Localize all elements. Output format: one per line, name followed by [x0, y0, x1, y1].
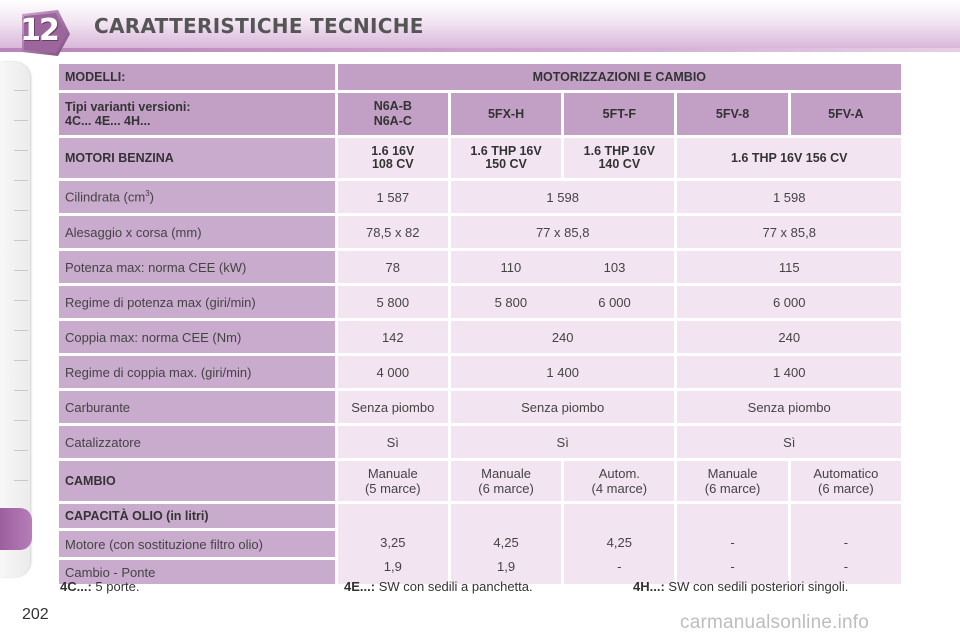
spec-label: Potenza max: norma CEE (kW)	[59, 251, 335, 283]
spec-label: Catalizzatore	[59, 426, 335, 458]
footnote-text: 5 porte.	[91, 579, 140, 594]
spec-value: 142	[338, 321, 448, 353]
footnote-4h	[633, 579, 848, 594]
table-row-gearbox	[59, 461, 901, 501]
spec-value: 1 400	[677, 356, 901, 388]
spec-value: 6 000	[598, 294, 631, 310]
type-code: N6A-B	[373, 99, 412, 113]
spec-value: 77 x 85,8	[677, 216, 901, 248]
chapter-number: 12	[20, 13, 58, 48]
gearbox-cell	[791, 461, 901, 501]
engine-power: 140 CV	[598, 157, 641, 171]
spec-value: 103	[603, 259, 626, 275]
oil-heading: CAPACITÀ OLIO (in litri)	[59, 504, 335, 528]
type-code: N6A-C	[373, 114, 412, 128]
engine-cell	[338, 138, 448, 178]
oil-column	[791, 504, 901, 584]
engine-name: 1.6 THP 16V	[470, 144, 542, 158]
engine-cell	[451, 138, 561, 178]
footnote-4e	[344, 579, 533, 594]
spec-label-text: Cilindrata (cm	[65, 189, 146, 205]
gearbox-type: Manuale	[707, 466, 758, 481]
engine-cell	[677, 138, 901, 178]
spec-value: 78,5 x 82	[338, 216, 448, 248]
page-title: CARATTERISTICHE TECNICHE	[94, 14, 424, 38]
gearbox-cell	[338, 461, 448, 501]
spec-value: 115	[677, 251, 901, 283]
watermark: carmanualsonline.info	[680, 612, 870, 633]
side-tab-divider	[14, 450, 28, 451]
spec-label	[59, 181, 335, 213]
specs-table	[56, 61, 904, 587]
types-label-line2: 4C... 4E... 4H...	[65, 114, 151, 128]
side-tab-divider	[14, 210, 28, 211]
spec-label: Regime di coppia max. (giri/min)	[59, 356, 335, 388]
oil-value: -	[617, 559, 622, 574]
side-tab-divider	[14, 390, 28, 391]
spec-value: 240	[677, 321, 901, 353]
side-tab-divider	[14, 240, 28, 241]
oil-value: 3,25	[380, 535, 406, 550]
gearbox-cell	[564, 461, 674, 501]
table-row-models	[59, 64, 901, 90]
spec-value: Senza piombo	[338, 391, 448, 423]
type-code: 5FV-A	[828, 106, 864, 121]
spec-value: Sì	[451, 426, 675, 458]
table-row	[59, 251, 901, 283]
oil-row-label: Motore (con sostituzione filtro olio)	[59, 531, 335, 557]
gearbox-gears: (6 marce)	[818, 481, 874, 496]
engine-cell	[564, 138, 674, 178]
side-tab-divider	[14, 270, 28, 271]
side-tab-active[interactable]	[0, 508, 32, 550]
spec-value: Senza piombo	[451, 391, 675, 423]
side-tab-divider	[14, 150, 28, 151]
engines-label: MOTORI BENZINA	[59, 138, 335, 178]
side-tab-divider	[14, 90, 28, 91]
type-code: 5FT-F	[602, 106, 636, 121]
oil-value: 1,9	[383, 559, 402, 574]
oil-value: -	[843, 559, 849, 574]
type-code-cell	[677, 93, 787, 135]
oil-column	[451, 504, 561, 584]
types-label-line1: Tipi varianti versioni:	[65, 100, 191, 114]
footnote-text: SW con sedili posteriori singoli.	[664, 579, 849, 594]
oil-row-label: Cambio - Ponte	[59, 560, 335, 584]
gearbox-type: Autom.	[598, 466, 640, 481]
table-row	[59, 426, 901, 458]
spec-value: Senza piombo	[677, 391, 901, 423]
footnote-key: 4C...:	[60, 579, 92, 594]
oil-value: 4,25	[606, 535, 632, 550]
spec-value: 5 800	[338, 286, 448, 318]
engine-name: 1.6 16V	[371, 144, 415, 158]
type-code: 5FX-H	[487, 106, 525, 121]
gearbox-gears: (6 marce)	[478, 481, 534, 496]
spec-value-split	[451, 251, 675, 283]
header-divider	[0, 48, 960, 52]
spec-value: 110	[500, 259, 522, 275]
spec-value: Sì	[338, 426, 448, 458]
gearbox-type: Manuale	[481, 466, 531, 481]
side-tab-divider	[14, 120, 28, 121]
side-tab-divider	[14, 420, 28, 421]
gearbox-gears: (6 marce)	[704, 481, 761, 496]
table-row-types	[59, 93, 901, 135]
engine-name: 1.6 THP 16V 156 CV	[730, 150, 848, 165]
side-tab-divider	[14, 480, 28, 481]
side-tab-divider	[14, 180, 28, 181]
spec-value: 1 598	[677, 181, 901, 213]
oil-value: -	[730, 535, 735, 550]
oil-value: -	[730, 559, 735, 574]
spec-label-sup: 3	[145, 189, 150, 199]
oil-value: -	[843, 535, 849, 550]
spec-value: 1 598	[451, 181, 675, 213]
type-code-cell	[791, 93, 901, 135]
engine-power: 150 CV	[485, 157, 527, 171]
engine-power: 108 CV	[371, 157, 414, 171]
page-number: 202	[22, 606, 49, 623]
gearbox-type: Manuale	[367, 466, 418, 481]
spec-value: 5 800	[494, 294, 528, 310]
engine-name: 1.6 THP 16V	[583, 144, 655, 158]
spec-label-end: )	[149, 189, 154, 205]
spec-value: 1 400	[451, 356, 675, 388]
gearbox-cell	[451, 461, 561, 501]
gearbox-gears: (4 marce)	[591, 481, 648, 496]
gearbox-type: Automatico	[813, 466, 879, 481]
table-row	[59, 181, 901, 213]
spec-value: 4 000	[338, 356, 448, 388]
oil-column	[564, 504, 674, 584]
footnote-text: SW con sedili a panchetta.	[375, 579, 533, 594]
spec-value: 6 000	[677, 286, 901, 318]
gearbox-cell	[677, 461, 787, 501]
footnote-key: 4H...:	[633, 579, 665, 594]
oil-value: 1,9	[497, 559, 516, 574]
table-row	[59, 356, 901, 388]
table-row-engines	[59, 138, 901, 178]
spec-value: 240	[451, 321, 675, 353]
types-label	[59, 93, 335, 135]
oil-value: 4,25	[493, 535, 519, 550]
models-label: MODELLI:	[59, 64, 335, 90]
type-code-cell	[338, 93, 448, 135]
spec-label: Coppia max: norma CEE (Nm)	[59, 321, 335, 353]
oil-column	[677, 504, 787, 584]
gearbox-label: CAMBIO	[59, 461, 335, 501]
gearbox-gears: (5 marce)	[364, 481, 421, 496]
type-code: 5FV-8	[715, 106, 750, 121]
side-tab-divider	[14, 330, 28, 331]
spec-value: 1 587	[338, 181, 448, 213]
engines-gearbox-heading: MOTORIZZAZIONI E CAMBIO	[338, 64, 901, 90]
spec-value: Sì	[677, 426, 901, 458]
spec-label: Carburante	[59, 391, 335, 423]
side-tab-divider	[14, 360, 28, 361]
table-row-oil-heading	[59, 504, 901, 528]
footnote-key: 4E...:	[344, 579, 376, 594]
oil-column	[338, 504, 448, 584]
spec-value-split	[451, 286, 675, 318]
side-tab-strip	[0, 62, 30, 577]
table-row	[59, 391, 901, 423]
type-code-cell	[564, 93, 674, 135]
table-row	[59, 321, 901, 353]
table-row	[59, 216, 901, 248]
footnote-4c	[60, 579, 140, 594]
side-tab-divider	[14, 300, 28, 301]
spec-value: 78	[338, 251, 448, 283]
spec-label: Alesaggio x corsa (mm)	[59, 216, 335, 248]
spec-label: Regime di potenza max (giri/min)	[59, 286, 335, 318]
table-row	[59, 286, 901, 318]
type-code-cell	[451, 93, 561, 135]
spec-value: 77 x 85,8	[451, 216, 675, 248]
